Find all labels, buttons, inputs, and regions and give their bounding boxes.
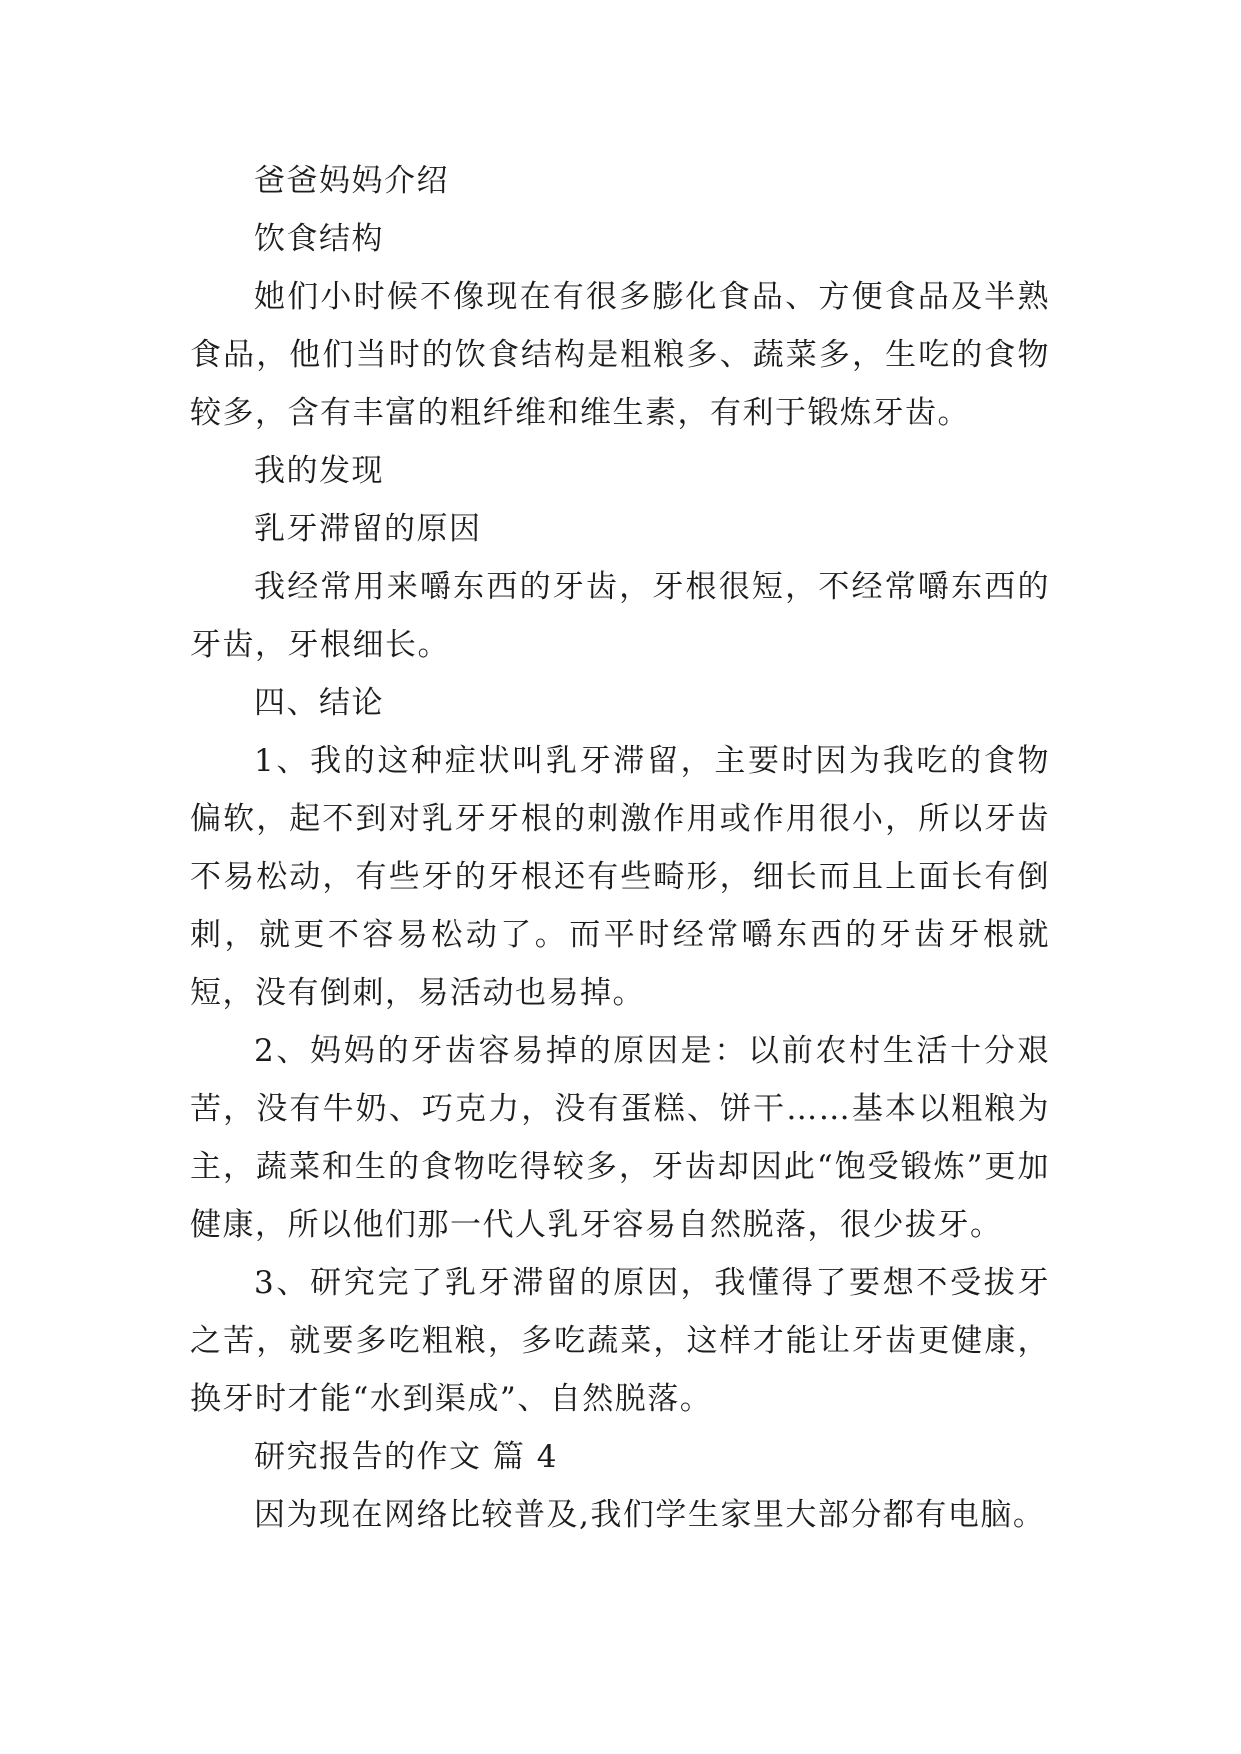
section-heading-my-findings: 我的发现	[254, 453, 384, 489]
section-heading-parents-intro: 爸爸妈妈介绍	[254, 163, 449, 199]
paragraph-findings: 我经常用来嚼东西的牙齿，牙根很短，不经常嚼东西的牙齿，牙根细长。	[190, 569, 1050, 663]
paragraph-conclusion-3: 3、研究完了乳牙滞留的原因，我懂得了要想不受拔牙之苦，就要多吃粗粮，多吃蔬菜，这样才能让牙齿更健康，换牙时才能“水到渠成”、自然脱落。	[190, 1265, 1050, 1417]
paragraph-diet-description: 她们小时候不像现在有很多膨化食品、方便食品及半熟食品，他们当时的饮食结构是粗粮多、蔬菜多，生吃的食物较多，含有丰富的粗纤维和维生素，有利于锻炼牙齿。	[190, 279, 1050, 431]
paragraph-essay-4-opening: 因为现在网络比较普及,我们学生家里大部分都有电脑。	[254, 1497, 1046, 1533]
essay-title-part-4: 研究报告的作文 篇 4	[254, 1439, 558, 1475]
section-heading-conclusion: 四、结论	[254, 685, 384, 721]
paragraph-conclusion-1: 1、我的这种症状叫乳牙滞留，主要时因为我吃的食物偏软，起不到对乳牙牙根的刺激作用或作用很小，所以牙齿不易松动，有些牙的牙根还有些畸形，细长而且上面长有倒刺，就更不容易松动了。而平时经常嚼东西的牙齿牙根就短，没有倒刺，易活动也易掉。	[190, 743, 1050, 1011]
subheading-retention-cause: 乳牙滞留的原因	[254, 511, 482, 547]
subheading-diet-structure: 饮食结构	[254, 221, 384, 257]
paragraph-conclusion-2: 2、妈妈的牙齿容易掉的原因是：以前农村生活十分艰苦，没有牛奶、巧克力，没有蛋糕、饼干……基本以粗粮为主，蔬菜和生的食物吃得较多，牙齿却因此“饱受锻炼”更加健康，所以他们那一代人乳牙容易自然脱落，很少拔牙。	[190, 1033, 1050, 1243]
document-body	[190, 152, 1050, 1544]
